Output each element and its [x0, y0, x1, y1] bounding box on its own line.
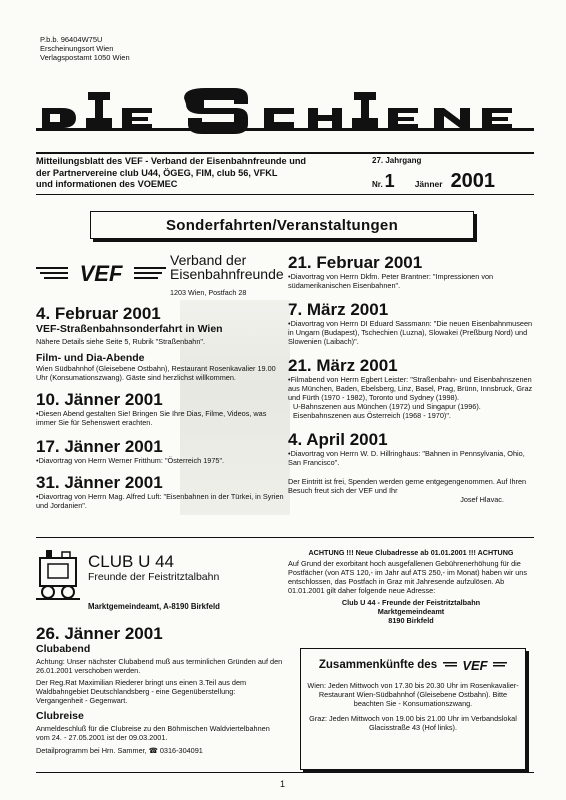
- contact: Detailprogramm bei Hrn. Sammer, ☎ 0316-304091: [36, 746, 203, 755]
- issue-month: Jänner: [414, 179, 443, 189]
- divider: [36, 194, 534, 195]
- event-text: • Diesen Abend gestalten Sie! Bringen Sie Ihre Dias, Filme, Videos, was immer Sie für Sehenswert erachten.: [36, 409, 286, 427]
- club-header: [88, 552, 288, 584]
- address-line: 8190 Birkfeld: [388, 616, 434, 625]
- postal-line: Verlagspostamt 1050 Wien: [40, 53, 130, 62]
- event-text: • Diavortrag von Herrn W. D. Hillringhaus: "Bahnen in Pennsylvania, Ohio, San Francisco".: [288, 449, 534, 467]
- event-text: • Diavortrag von Herrn Mag. Alfred Luft: "Eisenbahnen in der Türkei, in Syrien und Jordanien".: [36, 492, 286, 510]
- event-date: 31. Jänner 2001: [36, 473, 163, 492]
- issue-nr-label: Nr.: [372, 180, 383, 189]
- event-text: Nähere Details siehe Seite 5, Rubrik "Straßenbahn".: [36, 337, 206, 346]
- subtitle-line: und informationen des VOEMEC: [36, 179, 178, 189]
- event-text: Achtung: Unser nächster Clubabend muß aus terminlichen Gründen auf den 26.01.2001 verschoben werden.: [36, 657, 283, 675]
- event-text: U-Bahnszenen aus München (1972) und Singapur (1996). Eisenbahnszenen aus Österreich (1968 - 1970)".: [293, 402, 481, 420]
- left-events: [36, 304, 286, 510]
- signature: Josef Hlavac.: [460, 495, 504, 504]
- event-date: 21. Februar 2001: [288, 253, 423, 272]
- event-text: • Diavortrag von Herrn Werner Fritthum: "Österreich 1975".: [36, 456, 286, 465]
- meetings-box: [300, 648, 526, 770]
- event-date: 10. Jänner 2001: [36, 390, 163, 409]
- postal-line: Erscheinungsort Wien: [40, 44, 114, 53]
- masthead-subtitle: [36, 156, 361, 191]
- event-title: Clubreise: [36, 710, 84, 722]
- club-events: [36, 624, 284, 755]
- club-name: CLUB U 44: [88, 552, 174, 571]
- event-note: Der Eintritt ist frei, Spenden werden gerne entgegengenommen. Auf Ihren Besuch freut sich der VEF und Ihr: [288, 477, 527, 495]
- meetings-wien: Wien: Jeden Mittwoch von 17.30 bis 20.30 Uhr im Rosenkavalier-Restaurant Wien-Südbahnhof (Gleisebene Ostbahn). Bitte beachten Sie - Konsumationszwang.: [307, 681, 519, 708]
- subtitle-line: Mitteilungsblatt des VEF - Verband der Eisenbahnfreunde und: [36, 156, 307, 166]
- divider: [36, 772, 534, 773]
- address-line: Marktgemeindeamt: [377, 607, 445, 616]
- divider: [36, 152, 534, 154]
- event-title: Film- und Dia-Abende: [36, 352, 145, 364]
- svg-text:VEF: VEF: [462, 658, 488, 673]
- event-date: 4. April 2001: [288, 430, 388, 449]
- new-address: [288, 598, 534, 625]
- event-date: 4. Februar 2001: [36, 304, 161, 323]
- event-title: VEF-Straßenbahnsonderfahrt in Wien: [36, 323, 223, 335]
- vef-address: 1203 Wien, Postfach 28: [170, 288, 247, 297]
- vef-name: Verband der: [170, 252, 247, 268]
- club-address: Marktgemeindeamt, A-8190 Birkfeld: [88, 602, 220, 611]
- postal-info: [40, 35, 130, 62]
- vef-logo-icon: [443, 657, 507, 673]
- page-number: 1: [280, 779, 286, 789]
- meetings-graz: Graz: Jeden Mittwoch von 19.00 bis 21.00 Uhr im Verbandslokal Glacisstraße 43 (Hof links).: [309, 714, 517, 732]
- subtitle-line: der Partnervereine club U44, ÖGEG, FIM, club 56, VFKL: [36, 167, 278, 178]
- address-line: Club U 44 - Freunde der Feistritztalbahn: [341, 598, 481, 607]
- vef-logo-icon: [36, 259, 166, 287]
- notice-text: Auf Grund der exorbitant hoch ausgefallenen Gebührenerhöhung für die Postfächer (von ATS 120,- im Jahr auf ATS 250,- im Monat) haben wir uns entschlossen, das Postfach in Graz mit Jahresende aufzulösen. Ab 01.01.2001 gilt daher folgende neue Adresse:: [288, 559, 528, 595]
- postal-line: P.b.b. 96404W75U: [40, 35, 103, 44]
- notice-heading: ACHTUNG !!! Neue Clubadresse ab 01.01.2001 !!! ACHTUNG: [308, 548, 514, 557]
- event-title: Clubabend: [36, 643, 91, 655]
- event-date: 7. März 2001: [288, 300, 389, 319]
- meetings-title: Zusammenkünfte des: [318, 658, 438, 671]
- event-text: Anmeldeschluß für die Clubreise zu den Böhmischen Waldviertelbahnen vom 24. - 27.05.2001 ist der 09.03.2001.: [36, 724, 270, 742]
- right-events: [288, 253, 534, 504]
- issue-info: [372, 156, 534, 193]
- issue-nr: 1: [384, 171, 395, 191]
- divider: [36, 537, 534, 538]
- meetings-header: [307, 657, 519, 673]
- event-text: • Diavortrag von Herrn Dkfm. Peter Brantner: "Impressionen von südamerikanischen Eisenbahnen".: [288, 272, 534, 290]
- club-subtitle: Freunde der Feistritztalbahn: [88, 571, 220, 583]
- section-title: Sonderfahrten/Veranstaltungen: [90, 211, 474, 239]
- svg-text:VEF: VEF: [79, 261, 123, 286]
- event-text: Der Reg.Rat Maximilian Riederer bringt uns einen 3.Teil aus dem Waldbahngebiet Deutschlandsberg - eine Gegenüberstellung: Vergangenheit - Gegenwart.: [36, 678, 247, 705]
- event-date: 26. Jänner 2001: [36, 624, 163, 643]
- event-text: • Filmabend von Herrn Egbert Leister: "Straßenbahn- und Eisenbahnszenen aus München, Baden, Ebelsberg, Linz, Basel, Prag, Brünn, Innsbruck, Graz und Fürth (1970 - 1982), Toronto und Sydney (1998).: [288, 375, 534, 402]
- address-notice: [288, 548, 534, 625]
- event-text: • Diavortrag von Herrn DI Eduard Sassmann: "Die neuen Eisenbahnmuseen in Ungarn (Budapest), Tschechien (Luzna), Slowakei (Preßburg Nord) und Slowenien (Laibach)".: [288, 319, 534, 346]
- vef-name: Eisenbahnfreunde: [170, 266, 284, 282]
- event-date: 21. März 2001: [288, 356, 398, 375]
- event-text: Wien Südbahnhof (Gleisebene Ostbahn), Restaurant Rosenkavalier 19.00 Uhr (Konsumationszwang). Gäste sind herzlichst willkommen.: [36, 364, 276, 382]
- volume: 27. Jahrgang: [372, 156, 422, 165]
- masthead-logo: [36, 86, 534, 146]
- event-date: 17. Jänner 2001: [36, 437, 163, 456]
- locomotive-icon: [36, 548, 80, 600]
- issue-year: 2001: [450, 170, 496, 192]
